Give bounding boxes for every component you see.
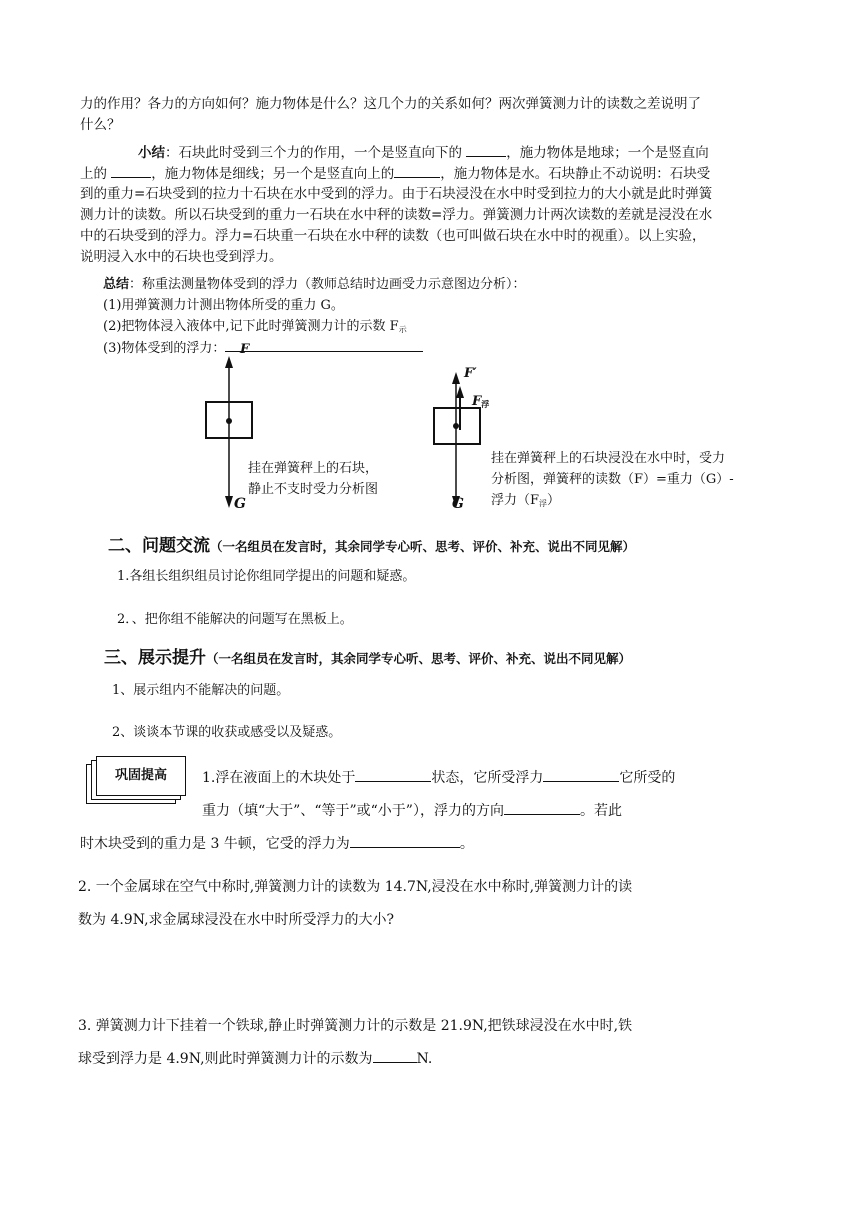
section-2-item-2: 2．、把你组不能解决的问题写在黑板上。 [117,612,353,627]
summary-text: ，施力物体是地球；一个是竖直向 [506,145,709,161]
right-center-dot [453,423,459,429]
conclusion-text: ：称重法测量物体受到的浮力（教师总结时边画受力示意图边分析）： [129,277,526,292]
question-2-line-1: 2. 一个金属球在空气中称时,弹簧测力计的读数为 14.7N,浸没在水中称时,弹簧测力计的读 [78,879,633,895]
section-3-title: 三、展示提升 [104,648,206,668]
intro-line-2: 什么？ [80,117,121,133]
q1-text-a: 1.浮在液面上的木块处于 [202,770,356,786]
section-2-heading [108,531,635,556]
left-G-label: G [234,496,246,512]
q1-blank-1 [355,767,431,782]
question-3-line-2 [78,1044,778,1074]
blank-3 [394,163,440,178]
right-Ffloat-label [472,394,489,410]
left-center-dot [226,418,232,424]
right-caption-line-1: 挂在弹簧秤上的石块浸没在水中时，受力 [491,451,726,466]
section-2-item-1: 1.各组长组织组员讨论你组同学提出的问题和疑惑。 [117,569,416,584]
q3-blank [373,1048,417,1063]
left-F-label: F [240,342,250,357]
right-caption-3-sub: 浮 [539,499,548,508]
right-caption-3-text: 浮力（F [491,493,540,508]
section-2-note: （一名组员在发言时，其余同学专心听、思考、评价、补充、说出不同见解） [210,539,636,554]
conclusion-line [103,274,803,295]
question-1-line-2 [202,796,792,826]
section-3-heading [104,643,631,668]
step3-text: (3)物体受到的浮力： [103,341,226,356]
left-caption-line-1: 挂在弹簧秤上的石块， [248,461,379,476]
q1-text-b: 状态，它所受浮力 [431,770,544,786]
step2-text: (2)把物体浸入液体中,记下此时弹簧测力计的示数 F [103,319,399,334]
right-caption [491,448,734,514]
summary-text: 上的 [80,166,107,182]
summary-text: ：石块此时受到三个力的作用，一个是竖直向下的 [165,145,462,161]
q1-text-e: 。若此 [579,803,622,819]
conclusion-step-1: (1)用弹簧测力计测出物体所受的重力 G。 [103,298,344,313]
summary-line-3: 到的重力=石块受到的拉力十石块在水中受到的浮力。由于石块浸没在水中时受到拉力的大小就是此时弹簧 [80,186,713,202]
section-3-note: （一名组员在发言时，其余同学专心听、思考、评价、补充、说出不同见解） [206,651,632,666]
q1-text-g: 。 [459,836,474,852]
left-caption-line-2: 静止不支时受力分析图 [248,482,379,497]
consolidate-badge [86,754,190,808]
q3-text-c: N. [416,1051,433,1067]
q1-blank-3 [504,800,580,815]
right-caption-3-end: ） [547,493,561,508]
left-arrow-up [225,356,233,368]
step2-subscript: 示 [398,325,407,334]
conclusion-label: 总结 [103,277,130,292]
question-2-line-2: 数为 4.9N,求金属球浸没在水中时所受浮力的大小? [78,912,395,928]
section-2-title: 二、问题交流 [108,536,210,556]
question-1-line-1 [202,763,792,793]
blank-1 [466,142,506,157]
blank-2 [111,163,151,178]
q1-text-f: 时木块受到的重力是 3 牛顿，它受的浮力为 [80,836,350,852]
left-arrow-down [225,496,233,508]
question-3-line-1: 3. 弹簧测力计下挂着一个铁球,静止时弹簧测力计的示数是 21.9N,把铁球浸没在水中时,铁 [78,1018,633,1034]
summary-line-6: 说明浸入水中的石块也受到浮力。 [80,249,283,265]
q1-blank-4 [350,833,460,848]
summary-text: ，施力物体是水。石块静止不动说明：石块受 [440,166,711,182]
section-3-item-1: 1、展示组内不能解决的问题。 [112,683,290,698]
summary-line-5: 中的石块受到的浮力。浮力=石块重一石块在水中秤的读数（也可叫做石块在水中时的视重）。以上实验， [80,228,706,244]
q1-blank-2 [543,767,619,782]
question-1-line-3 [80,829,780,859]
q1-text-c: 它所受的 [619,770,676,786]
right-Fprime-label: F′ [464,366,477,381]
right-arrow-up [452,372,460,384]
summary-line-2 [80,163,780,185]
section-3-item-2: 2、谈谈本节课的收获或感受以及疑惑。 [112,725,342,740]
left-caption [248,458,378,500]
summary-line-1 [138,142,788,164]
right-buoyancy-arrow [456,386,464,398]
q3-text-b: 球受到浮力是 4.9N,则此时弹簧测力计的示数为 [78,1051,373,1067]
q1-text-d: 重力（填“大于”、“等于”或“小于”），浮力的方向 [202,803,504,819]
right-caption-line-2: 分析图，弹簧秤的读数（F）=重力（G）- [491,472,734,487]
right-G-label: G [452,496,464,512]
summary-label: 小结 [138,145,165,161]
consolidate-badge-label: 巩固提高 [96,756,186,796]
right-Ffloat-letter: F [472,394,482,409]
summary-line-4: 测力计的读数。所以石块受到的重力一石块在水中秤的读数=浮力。弹簧测力计两次读数的差就是浸没在水 [80,207,713,223]
summary-text: ，施力物体是细线；另一个是竖直向上的 [151,166,395,182]
intro-line-1: 力的作用？各力的方向如何？施力物体是什么？这几个力的关系如何？两次弹簧测力计的读数之差说明了 [80,96,701,112]
right-caption-line-3 [491,490,734,514]
right-Ffloat-subscript: 浮 [481,399,490,409]
